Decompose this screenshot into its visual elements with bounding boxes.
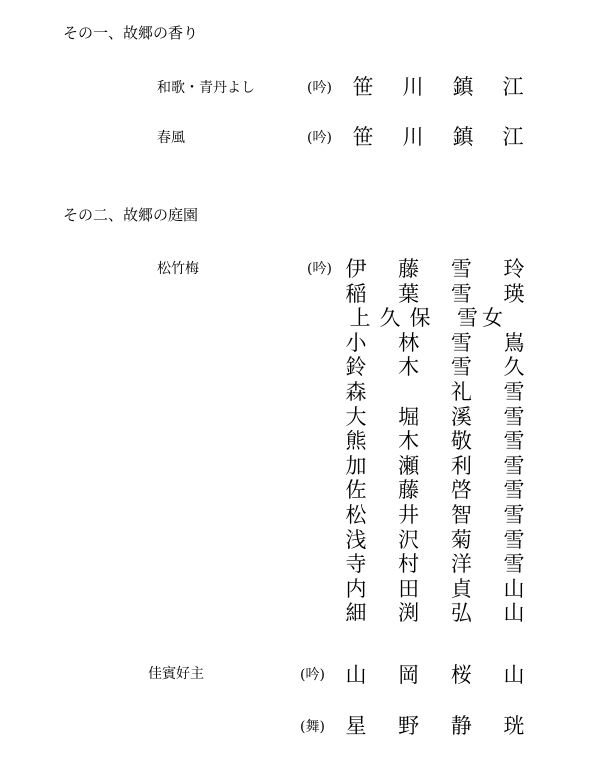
performer-char: 井 xyxy=(398,502,420,527)
performer-char: 渕 xyxy=(398,601,420,626)
performer-char: 熊 xyxy=(345,429,367,454)
list-item xyxy=(345,355,525,380)
performer-char: 松 xyxy=(345,502,367,527)
section-title-2: その二、故郷の庭園 xyxy=(63,206,199,224)
performer-char: 啓 xyxy=(450,478,472,503)
performer-char: 瑛 xyxy=(503,281,525,306)
performer-char: 利 xyxy=(450,453,472,478)
performer-char: 佐 xyxy=(345,478,367,503)
list-item xyxy=(345,282,525,307)
performer-char: 伊 xyxy=(345,257,367,281)
performer-char: 鎮 xyxy=(452,125,474,149)
performer-char: 雪 xyxy=(450,281,472,306)
performer-char: 溪 xyxy=(450,404,472,429)
list-item xyxy=(345,429,525,454)
performer-char: 川 xyxy=(402,75,424,99)
piece-title-shochikubai: 松竹梅 xyxy=(157,261,199,277)
list-item xyxy=(345,601,525,626)
list-item xyxy=(345,380,525,405)
performer-char: 雪 xyxy=(503,478,525,503)
performer-char: 岡 xyxy=(398,663,420,687)
role-tag-gin: (吟) xyxy=(307,261,332,277)
performer-char: 雪 xyxy=(503,527,525,552)
performer-char: 山 xyxy=(503,601,525,626)
list-item xyxy=(345,577,525,602)
performer-char: 堀 xyxy=(398,404,420,429)
performer-char: 内 xyxy=(345,576,367,601)
role-tag-gin: (吟) xyxy=(307,130,332,146)
role-tag-gin: (吟) xyxy=(307,80,332,96)
performer-char: 木 xyxy=(398,429,420,454)
performer-char: 洋 xyxy=(450,552,472,577)
performer-char: 雪女 xyxy=(457,306,507,331)
performer-list xyxy=(345,257,525,626)
performer-char: 林 xyxy=(398,330,420,355)
list-item xyxy=(345,454,525,479)
performer-char: 久 xyxy=(503,355,525,380)
list-item xyxy=(345,503,525,528)
performer-char: 沢 xyxy=(398,527,420,552)
performer-char: 江 xyxy=(502,125,524,149)
performer-name xyxy=(345,665,525,686)
list-item xyxy=(345,528,525,553)
performer-char: 嶌 xyxy=(503,330,525,355)
performer-char: 山 xyxy=(345,663,367,687)
performer-char xyxy=(398,380,420,405)
performer-char: 山 xyxy=(503,663,525,687)
performer-char: 笹 xyxy=(352,75,374,99)
performer-name xyxy=(345,716,525,737)
performer-char: 村 xyxy=(398,552,420,577)
performer-name xyxy=(352,77,524,98)
performer-char: 雪 xyxy=(450,257,472,281)
performer-char: 藤 xyxy=(398,478,420,503)
performer-char: 野 xyxy=(398,714,420,738)
performer-name xyxy=(352,127,524,148)
performer-char: 雪 xyxy=(503,453,525,478)
section-title-1: その一、故郷の香り xyxy=(63,24,199,42)
performer-char: 敬 xyxy=(450,429,472,454)
performer-char: 浅 xyxy=(345,527,367,552)
performer-char: 雪 xyxy=(503,552,525,577)
performer-char: 鎮 xyxy=(452,75,474,99)
performer-char: 加 xyxy=(345,453,367,478)
list-item xyxy=(345,257,525,282)
performer-char: 桜 xyxy=(450,663,472,687)
performer-char: 森 xyxy=(345,379,367,404)
performer-char: 玲 xyxy=(503,257,525,281)
performer-char: 笹 xyxy=(352,125,374,149)
performer-char: 寺 xyxy=(345,552,367,577)
performer-char: 細 xyxy=(345,601,367,626)
performer-char: 雪 xyxy=(503,502,525,527)
performer-char: 雪 xyxy=(503,429,525,454)
role-tag-mai: (舞) xyxy=(300,719,325,735)
performer-char: 星 xyxy=(345,714,367,738)
performer-char: 弘 xyxy=(450,601,472,626)
performer-char: 礼 xyxy=(450,379,472,404)
performer-char: 藤 xyxy=(398,257,420,281)
list-item xyxy=(345,478,525,503)
performer-char: 鈴 xyxy=(345,355,367,380)
performer-char: 智 xyxy=(450,502,472,527)
performer-char: 瀬 xyxy=(398,453,420,478)
performer-char: 上 xyxy=(349,306,371,331)
performer-char: 小 xyxy=(345,330,367,355)
piece-title-kahinkoushu: 佳賓好主 xyxy=(148,666,204,682)
list-item xyxy=(345,331,525,356)
list-item xyxy=(345,552,525,577)
list-item xyxy=(345,405,525,430)
performer-char: 川 xyxy=(402,125,424,149)
performer-char: 菊 xyxy=(450,527,472,552)
performer-char: 大 xyxy=(345,404,367,429)
performer-char: 江 xyxy=(502,75,524,99)
performer-char: 保 xyxy=(409,306,431,331)
list-item xyxy=(345,306,525,331)
performer-char: 木 xyxy=(398,355,420,380)
performer-char: 雪 xyxy=(503,404,525,429)
performer-char: 珖 xyxy=(503,714,525,738)
performer-char: 雪 xyxy=(450,330,472,355)
performer-char: 田 xyxy=(398,576,420,601)
performer-char: 貞 xyxy=(450,576,472,601)
role-tag-gin: (吟) xyxy=(300,667,325,683)
performer-char: 稲 xyxy=(345,281,367,306)
performer-char: 山 xyxy=(503,576,525,601)
performer-char: 静 xyxy=(450,714,472,738)
performer-char: 久 xyxy=(379,306,401,331)
piece-title-harukaze: 春風 xyxy=(157,130,185,146)
performer-char: 雪 xyxy=(450,355,472,380)
performer-char: 雪 xyxy=(503,379,525,404)
performer-char: 葉 xyxy=(398,281,420,306)
piece-title-aoniyoshi: 和歌・青丹よし xyxy=(157,80,255,96)
